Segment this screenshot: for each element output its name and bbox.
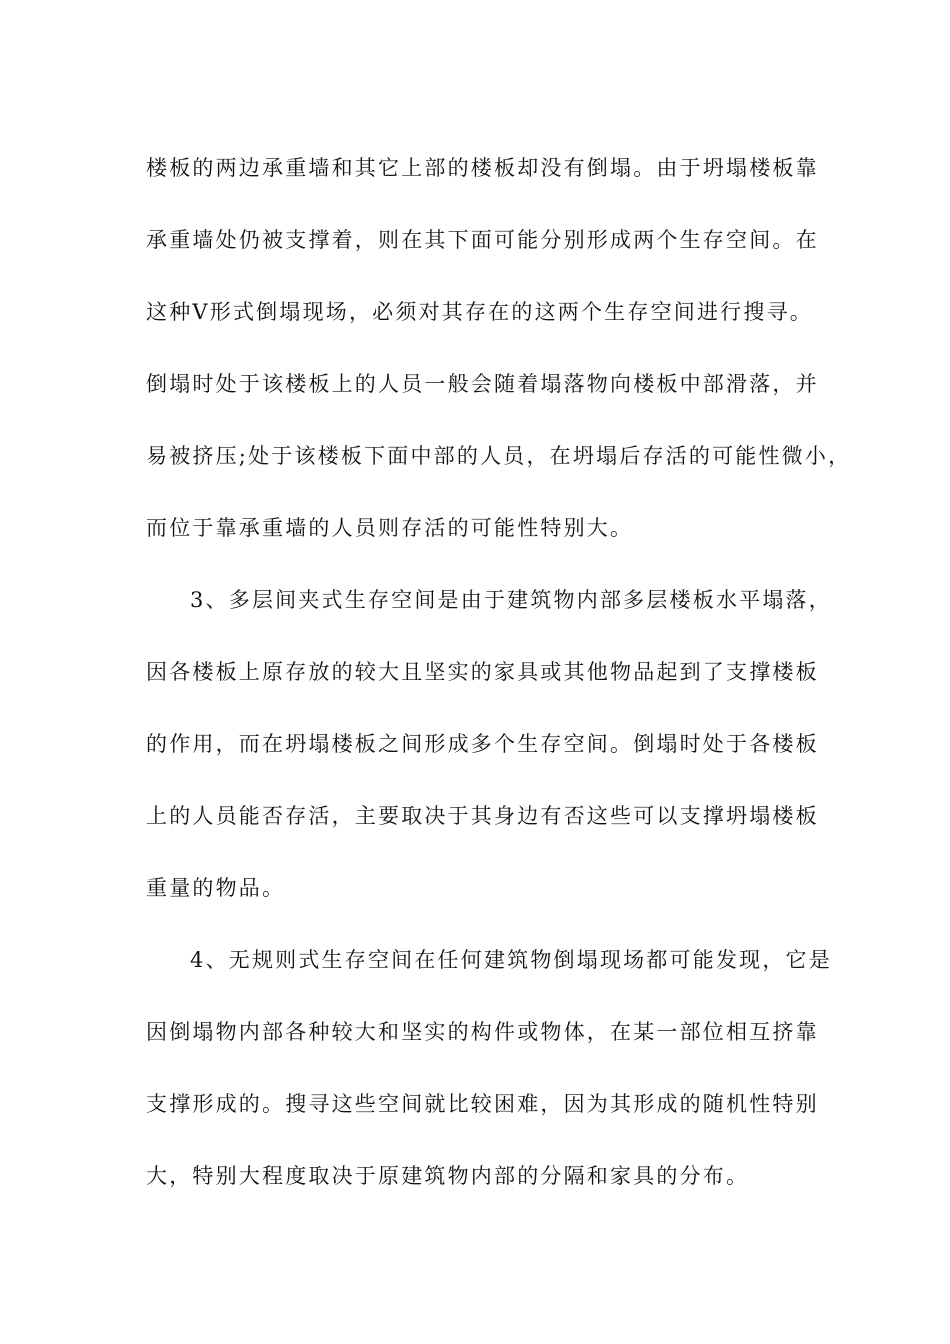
body-text [146,132,852,1212]
text-line: 这种V形式倒塌现场，必须对其存在的这两个生存空间进行搜寻。 [146,300,813,324]
text-line: 而位于靠承重墙的人员则存活的可能性特别大。 [146,516,634,540]
text-line: 支撑形成的。搜寻这些空间就比较困难，因为其形成的随机性特别 [146,1092,819,1116]
text-line: 易被挤压;处于该楼板下面中部的人员，在坍塌后存活的可能性微小， [146,444,852,468]
text-line: 上的人员能否存活，主要取决于其身边有否这些可以支撑坍塌楼板 [146,804,819,828]
text-line: 的作用，而在坍塌楼板之间形成多个生存空间。倒塌时处于各楼板 [146,732,819,756]
text-line: 因倒塌物内部各种较大和坚实的构件或物体，在某一部位相互挤靠 [146,1020,819,1044]
text-line: 大，特别大程度取决于原建筑物内部的分隔和家具的分布。 [146,1164,750,1188]
text-line: 楼板的两边承重墙和其它上部的楼板却没有倒塌。由于坍塌楼板靠 [146,156,819,180]
text-line: 倒塌时处于该楼板上的人员一般会随着塌落物向楼板中部滑落，并 [146,372,819,396]
text-line: 因各楼板上原存放的较大且坚实的家具或其他物品起到了支撑楼板 [146,660,819,684]
paragraph-start-line: 3、多层间夹式生存空间是由于建筑物内部多层楼板水平塌落， [190,588,832,612]
paragraph-start-line: 4、无规则式生存空间在任何建筑物倒塌现场都可能发现，它是 [190,948,832,972]
text-line: 承重墙处仍被支撑着，则在其下面可能分别形成两个生存空间。在 [146,228,819,252]
text-line: 重量的物品。 [146,876,286,900]
